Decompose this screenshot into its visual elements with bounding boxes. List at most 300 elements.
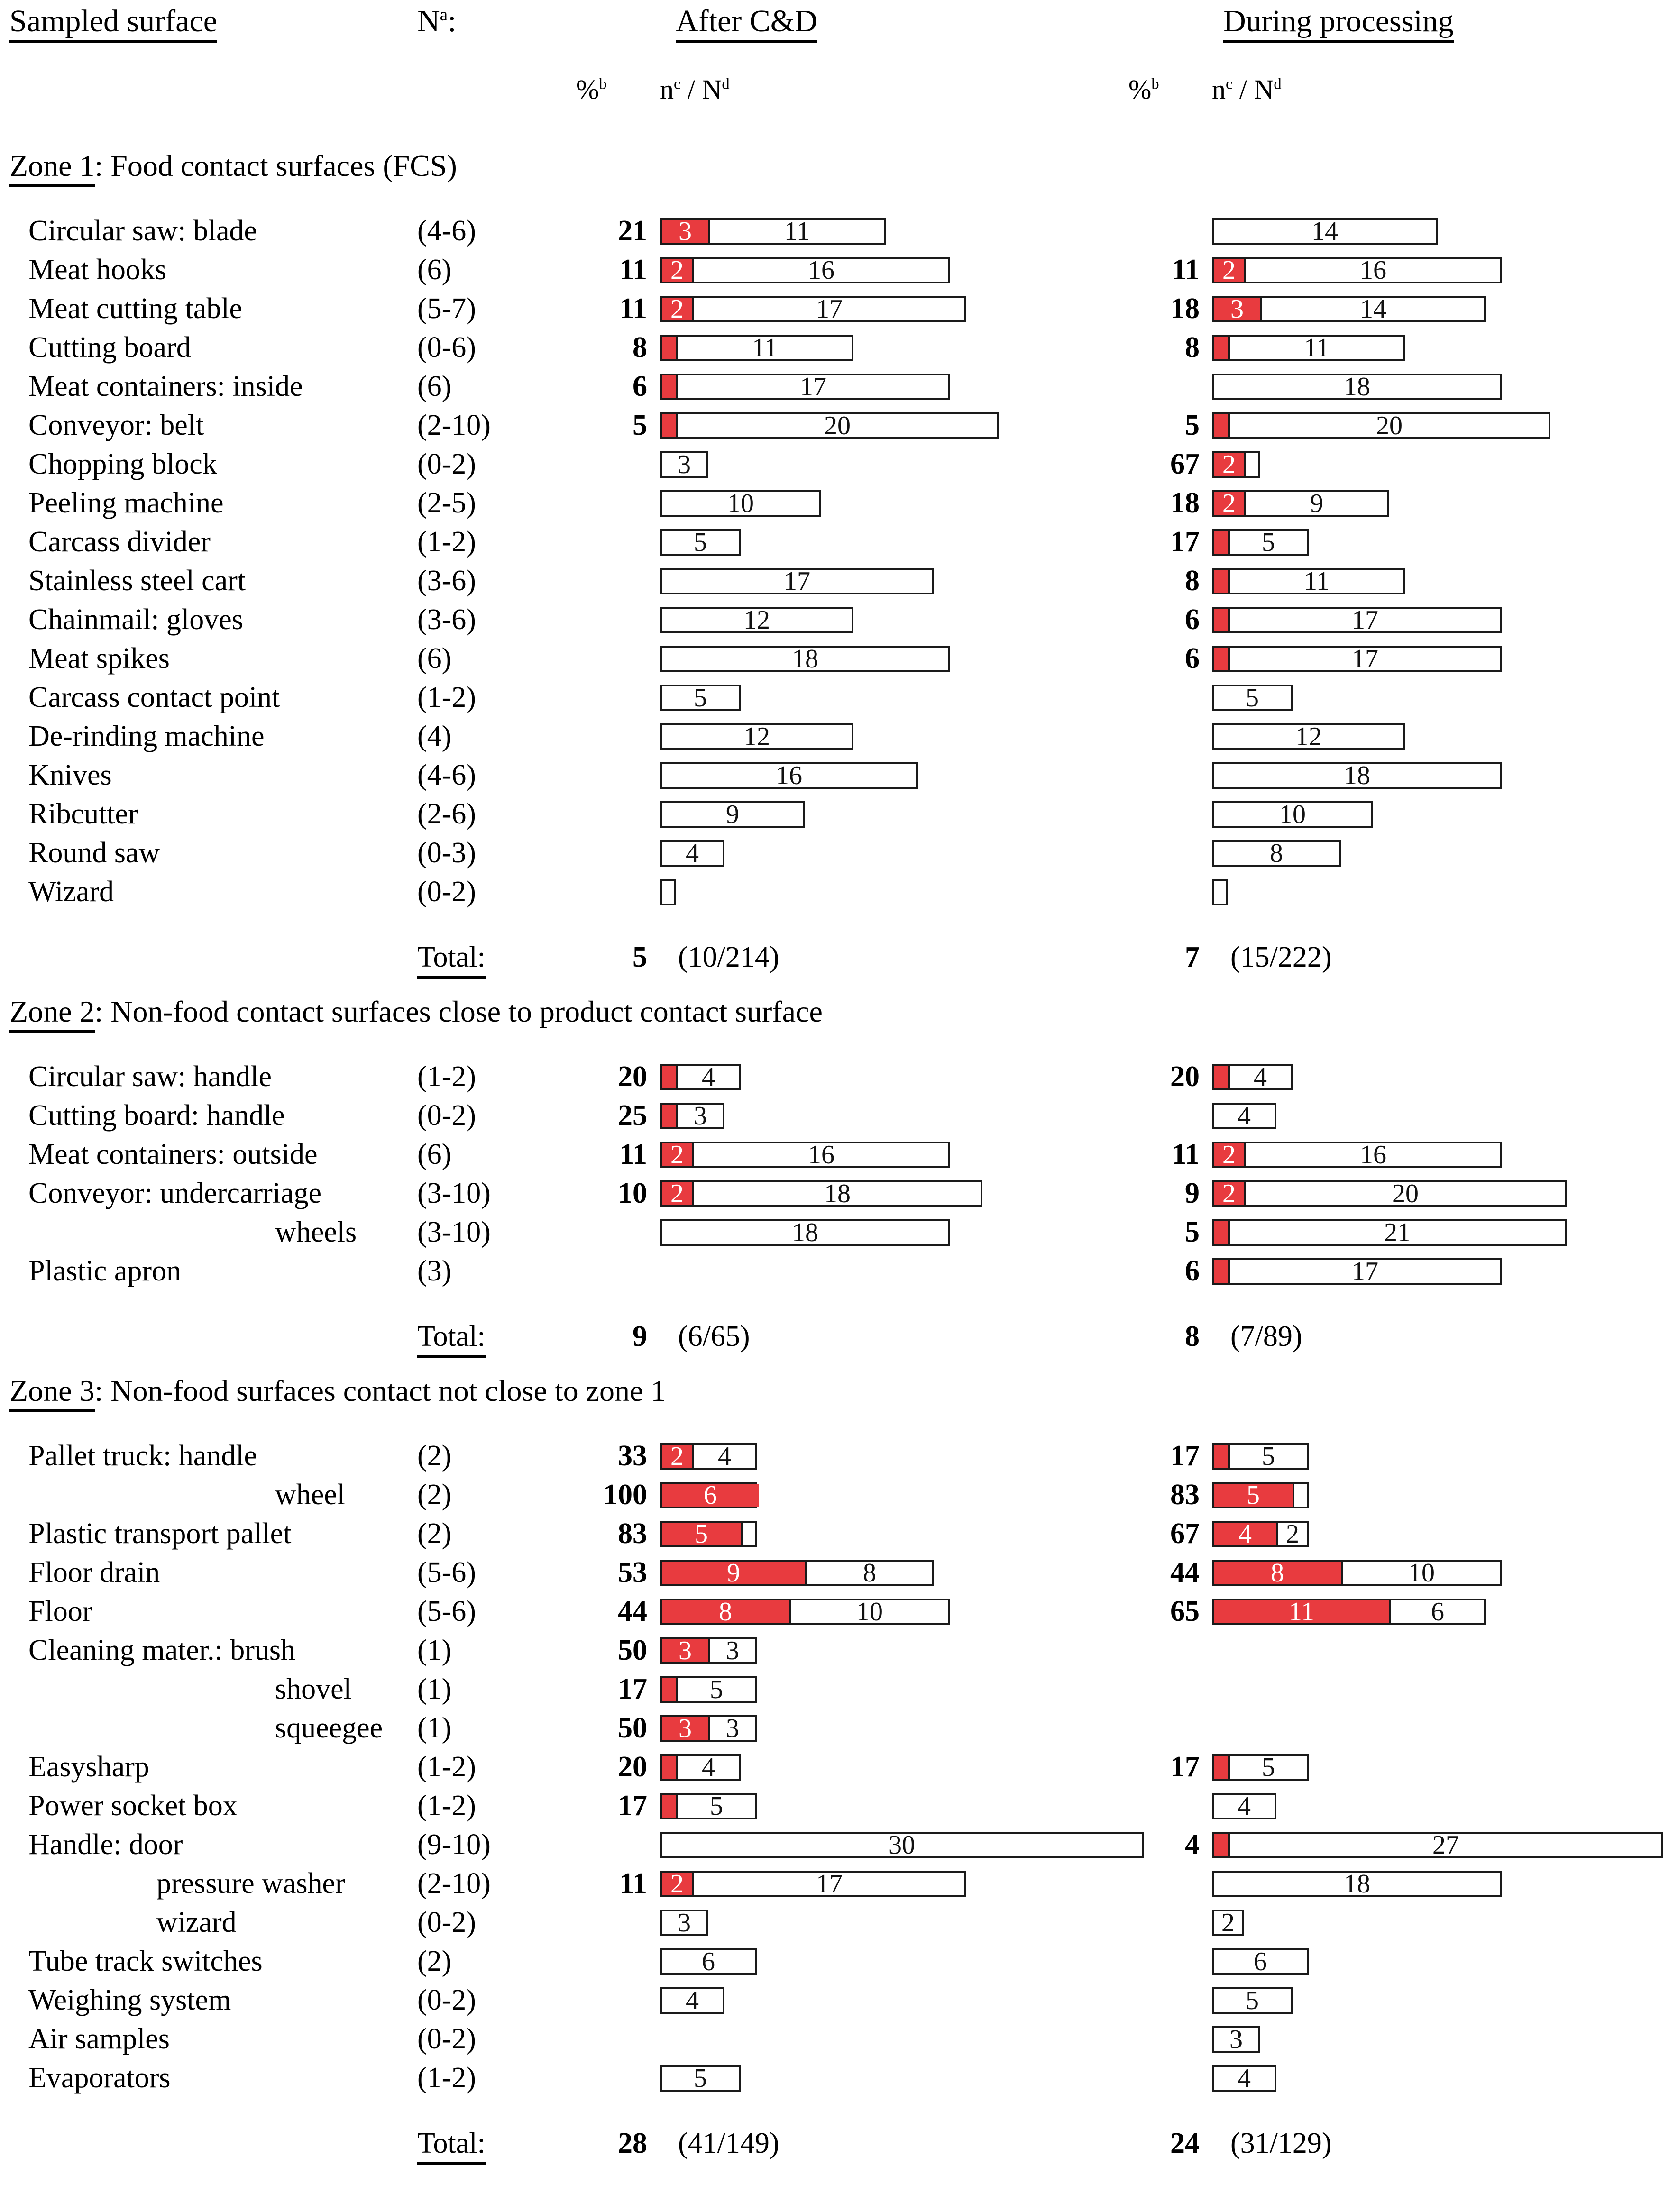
bar-after-cd-container bbox=[660, 1599, 950, 1625]
bar-after-cd-negative-segment: 3 bbox=[678, 1105, 723, 1127]
percent-superscript-b: b bbox=[1151, 75, 1159, 93]
surface-label: Conveyor: undercarriage bbox=[28, 1177, 322, 1209]
bar-after-cd bbox=[660, 374, 950, 400]
bar-during-processing bbox=[1212, 723, 1405, 750]
sample-count-n: (6) bbox=[417, 1138, 452, 1170]
ratio-slash-b: / N bbox=[1232, 74, 1274, 105]
bar-after-cd-container bbox=[660, 1871, 966, 1897]
bar-during-processing-negative-segment: 17 bbox=[1230, 1260, 1500, 1283]
bar-after-cd-positive-segment: 9 bbox=[662, 1562, 807, 1584]
surface-label: Cutting board: handle bbox=[28, 1099, 285, 1132]
bar-during-processing-container bbox=[1212, 218, 1438, 245]
total-row-zone3 bbox=[0, 2127, 1678, 2165]
bar-after-cd-negative-segment: 12 bbox=[662, 609, 852, 631]
bar-during-processing bbox=[1212, 374, 1502, 400]
surface-label: Circular saw: handle bbox=[28, 1060, 272, 1093]
bar-during-processing-negative-segment bbox=[1214, 881, 1226, 904]
sample-count-n: (3-10) bbox=[417, 1177, 491, 1209]
bar-after-cd-negative-segment: 9 bbox=[662, 803, 803, 826]
sample-count-n: (1) bbox=[417, 1634, 452, 1666]
percent-after-cd: 53 bbox=[618, 1556, 647, 1589]
percent-during-processing: 6 bbox=[1185, 1255, 1200, 1287]
bar-during-processing bbox=[1212, 568, 1405, 594]
bar-after-cd bbox=[660, 1599, 950, 1625]
bar-after-cd-container bbox=[660, 801, 805, 828]
bar-after-cd bbox=[660, 1637, 757, 1664]
table-row bbox=[0, 756, 1678, 795]
surface-label: Cleaning mater.: brush bbox=[28, 1634, 296, 1666]
percent-after-cd: 10 bbox=[618, 1177, 647, 1209]
bar-during-processing-container bbox=[1212, 1142, 1502, 1168]
percent-after-cd: 8 bbox=[633, 331, 647, 364]
bar-during-processing-negative-segment: 20 bbox=[1230, 414, 1549, 437]
bar-after-cd-container bbox=[660, 257, 950, 283]
bar-after-cd-container bbox=[660, 1521, 757, 1547]
header-n-colon: : bbox=[448, 4, 457, 38]
bar-after-cd-negative-segment: 5 bbox=[662, 2067, 739, 2090]
bar-during-processing bbox=[1212, 257, 1502, 283]
table-row bbox=[0, 1864, 1678, 1903]
bar-after-cd-container bbox=[660, 1754, 741, 1781]
percent-during-processing: 5 bbox=[1185, 409, 1200, 441]
bar-after-cd-container bbox=[660, 607, 853, 633]
sample-count-n: (2-10) bbox=[417, 409, 491, 441]
table-row bbox=[0, 1475, 1678, 1514]
bar-after-cd bbox=[660, 1715, 757, 1742]
bar-after-cd bbox=[660, 451, 708, 478]
ratio-N-superscript-a: d bbox=[722, 75, 730, 93]
bar-during-processing bbox=[1212, 607, 1502, 633]
bar-during-processing bbox=[1212, 1871, 1502, 1897]
surface-label: Handle: door bbox=[28, 1828, 183, 1861]
bar-after-cd-negative-segment: 16 bbox=[694, 259, 948, 282]
table-row bbox=[0, 1592, 1678, 1631]
bar-after-cd bbox=[660, 801, 805, 828]
bar-during-processing-container bbox=[1212, 723, 1405, 750]
bar-after-cd bbox=[660, 257, 950, 283]
percent-after-cd: 17 bbox=[618, 1790, 647, 1822]
bar-after-cd-positive-segment bbox=[662, 337, 678, 359]
bar-during-processing-container bbox=[1212, 1910, 1244, 1936]
table-row bbox=[0, 872, 1678, 911]
zone-title-rest: : Food contact surfaces (FCS) bbox=[94, 149, 457, 183]
bar-during-processing-negative-segment: 4 bbox=[1214, 1795, 1275, 1818]
surface-label: shovel bbox=[275, 1673, 352, 1705]
sample-count-n: (2) bbox=[417, 1440, 452, 1472]
percent-after-cd: 100 bbox=[603, 1479, 647, 1511]
bar-after-cd-negative-segment bbox=[743, 1523, 755, 1545]
bar-after-cd-positive-segment: 3 bbox=[662, 1717, 710, 1740]
total-percent-during-processing: 24 bbox=[1170, 2127, 1200, 2159]
sample-count-n: (1) bbox=[417, 1673, 452, 1705]
surface-label: Chainmail: gloves bbox=[28, 603, 243, 636]
bar-after-cd-negative-segment: 12 bbox=[662, 725, 852, 748]
bar-after-cd-container bbox=[660, 1180, 982, 1207]
bar-after-cd-positive-segment: 2 bbox=[662, 1445, 694, 1468]
table-row bbox=[0, 1631, 1678, 1670]
bar-during-processing-negative-segment: 11 bbox=[1230, 337, 1403, 359]
bar-during-processing-negative-segment: 18 bbox=[1214, 375, 1500, 398]
total-fraction-during-processing: (31/129) bbox=[1230, 2127, 1332, 2159]
bar-during-processing-negative-segment: 3 bbox=[1214, 2028, 1258, 2051]
bar-during-processing-container bbox=[1212, 1103, 1276, 1129]
surface-label: Evaporators bbox=[28, 2062, 171, 2094]
total-fraction-after-cd: (41/149) bbox=[678, 2127, 779, 2159]
bar-after-cd-container bbox=[660, 1910, 708, 1936]
bar-after-cd bbox=[660, 879, 676, 905]
bar-after-cd-container bbox=[660, 490, 821, 517]
surface-label: wizard bbox=[156, 1906, 237, 1938]
bar-during-processing-negative-segment: 14 bbox=[1262, 298, 1484, 320]
percent-during-processing: 11 bbox=[1172, 1138, 1200, 1170]
bar-during-processing bbox=[1212, 879, 1228, 905]
percent-after-cd: 5 bbox=[633, 409, 647, 441]
sample-count-n: (2-10) bbox=[417, 1867, 491, 1900]
bar-after-cd bbox=[660, 1676, 757, 1703]
bar-during-processing-negative-segment: 5 bbox=[1214, 686, 1291, 709]
table-row bbox=[0, 2058, 1678, 2097]
surface-label: Circular saw: blade bbox=[28, 215, 257, 247]
bar-during-processing bbox=[1212, 2065, 1276, 2092]
bar-during-processing-negative-segment: 5 bbox=[1230, 531, 1307, 554]
bar-after-cd-container bbox=[660, 1793, 757, 1819]
percent-during-processing: 8 bbox=[1185, 565, 1200, 597]
total-percent-after-cd: 28 bbox=[618, 2127, 647, 2159]
table-row bbox=[0, 211, 1678, 250]
sample-count-n: (1-2) bbox=[417, 526, 476, 558]
bar-during-processing-container bbox=[1212, 2026, 1260, 2053]
surface-label: wheel bbox=[275, 1479, 346, 1511]
bar-after-cd-container bbox=[660, 412, 999, 439]
total-label: Total: bbox=[417, 941, 486, 979]
surface-label: wheels bbox=[275, 1216, 357, 1248]
bar-after-cd bbox=[660, 1103, 724, 1129]
table-row bbox=[0, 406, 1678, 445]
bar-after-cd-container bbox=[660, 1443, 757, 1470]
bar-during-processing-negative-segment bbox=[1294, 1484, 1307, 1507]
sample-count-n: (5-6) bbox=[417, 1556, 476, 1589]
bar-after-cd-container bbox=[660, 218, 886, 245]
bar-during-processing-container bbox=[1212, 412, 1550, 439]
sample-count-n: (2) bbox=[417, 1517, 452, 1550]
sample-count-n: (3-6) bbox=[417, 565, 476, 597]
header-n-group bbox=[417, 6, 448, 37]
bar-after-cd bbox=[660, 1754, 741, 1781]
percent-during-processing: 44 bbox=[1170, 1556, 1200, 1589]
sample-count-n: (6) bbox=[417, 642, 452, 675]
bar-during-processing bbox=[1212, 1599, 1486, 1625]
sample-count-n: (0-6) bbox=[417, 331, 476, 364]
bar-during-processing-negative-segment bbox=[1246, 453, 1258, 476]
bar-after-cd-negative-segment: 18 bbox=[694, 1182, 981, 1205]
bar-during-processing bbox=[1212, 529, 1309, 556]
total-label: Total: bbox=[417, 2127, 486, 2165]
bar-after-cd-positive-segment: 5 bbox=[662, 1523, 743, 1545]
bar-after-cd-container bbox=[660, 1103, 724, 1129]
bar-during-processing-container bbox=[1212, 1871, 1502, 1897]
bar-after-cd bbox=[660, 296, 966, 322]
bar-after-cd-negative-segment: 8 bbox=[807, 1562, 932, 1584]
bar-after-cd-negative-segment: 3 bbox=[662, 1911, 706, 1934]
bar-during-processing bbox=[1212, 1987, 1293, 2014]
table-row bbox=[0, 522, 1678, 561]
surface-label: Plastic transport pallet bbox=[28, 1517, 292, 1550]
surface-label: Floor drain bbox=[28, 1556, 160, 1589]
zone-title-zone1 bbox=[9, 151, 457, 181]
bar-after-cd-container bbox=[660, 1715, 757, 1742]
sample-count-n: (5-6) bbox=[417, 1595, 476, 1627]
table-row bbox=[0, 1135, 1678, 1174]
bar-during-processing-container bbox=[1212, 762, 1502, 789]
table-row bbox=[0, 600, 1678, 639]
bar-during-processing-positive-segment: 11 bbox=[1214, 1600, 1391, 1623]
sample-count-n: (2-6) bbox=[417, 798, 476, 830]
bar-after-cd-container bbox=[660, 1948, 757, 1975]
bar-during-processing-negative-segment: 4 bbox=[1214, 2067, 1275, 2090]
bar-during-processing-container bbox=[1212, 374, 1502, 400]
surface-label: Peeling machine bbox=[28, 487, 224, 519]
surface-label: Meat hooks bbox=[28, 254, 167, 286]
zone-title-underlined: Zone 3 bbox=[9, 1374, 95, 1412]
surface-label: De-rinding machine bbox=[28, 720, 265, 752]
bar-during-processing bbox=[1212, 490, 1389, 517]
bar-during-processing bbox=[1212, 1064, 1293, 1090]
table-row bbox=[0, 1096, 1678, 1135]
bar-after-cd-container bbox=[660, 1482, 757, 1508]
bar-during-processing bbox=[1212, 1754, 1309, 1781]
bar-during-processing bbox=[1212, 646, 1502, 672]
bar-during-processing-container bbox=[1212, 529, 1309, 556]
bar-during-processing-negative-segment: 16 bbox=[1246, 259, 1500, 282]
table-row bbox=[0, 717, 1678, 756]
table-row bbox=[0, 678, 1678, 717]
bar-during-processing-negative-segment: 14 bbox=[1214, 220, 1436, 243]
bar-after-cd bbox=[660, 1560, 934, 1586]
bar-after-cd-container bbox=[660, 1832, 1144, 1858]
surface-label: Easysharp bbox=[28, 1751, 149, 1783]
table-row bbox=[0, 1174, 1678, 1213]
bar-during-processing-negative-segment: 5 bbox=[1230, 1756, 1307, 1779]
bar-during-processing-negative-segment: 2 bbox=[1214, 1911, 1242, 1934]
surface-label: Cutting board bbox=[28, 331, 191, 364]
percent-during-processing: 8 bbox=[1185, 331, 1200, 364]
bar-during-processing-negative-segment: 9 bbox=[1246, 492, 1387, 515]
bar-after-cd bbox=[660, 490, 821, 517]
bar-after-cd-positive-segment bbox=[662, 375, 678, 398]
percent-during-processing: 67 bbox=[1170, 448, 1200, 480]
sample-count-n: (2-5) bbox=[417, 487, 476, 519]
surface-label: Conveyor: belt bbox=[28, 409, 204, 441]
bar-after-cd-negative-segment: 4 bbox=[694, 1445, 755, 1468]
bar-during-processing bbox=[1212, 1258, 1502, 1285]
bar-during-processing-container bbox=[1212, 1180, 1567, 1207]
bar-during-processing bbox=[1212, 451, 1260, 478]
sample-count-n: (9-10) bbox=[417, 1828, 491, 1861]
bar-during-processing-negative-segment: 17 bbox=[1230, 609, 1500, 631]
bar-after-cd-negative-segment: 3 bbox=[662, 453, 706, 476]
bar-after-cd-negative-segment: 3 bbox=[710, 1717, 755, 1740]
table-row bbox=[0, 1553, 1678, 1592]
bar-after-cd-positive-segment bbox=[662, 1066, 678, 1088]
surface-label: Tube track switches bbox=[28, 1945, 263, 1977]
bar-after-cd bbox=[660, 1064, 741, 1090]
percent-during-processing: 6 bbox=[1185, 642, 1200, 675]
percent-symbol-b: % bbox=[1128, 74, 1152, 105]
bar-after-cd bbox=[660, 1987, 724, 2014]
bar-during-processing-container bbox=[1212, 1793, 1276, 1819]
percent-symbol-a: % bbox=[576, 74, 599, 105]
header-sampled-surface-text: Sampled surface bbox=[9, 4, 217, 38]
table-row bbox=[0, 1213, 1678, 1252]
percent-after-cd: 11 bbox=[619, 1138, 647, 1170]
table-row bbox=[0, 445, 1678, 484]
bar-during-processing-negative-segment: 17 bbox=[1230, 648, 1500, 670]
sample-count-n: (1) bbox=[417, 1712, 452, 1744]
bar-during-processing-negative-segment: 6 bbox=[1214, 1950, 1307, 1973]
bar-after-cd-container bbox=[660, 1676, 757, 1703]
bar-after-cd bbox=[660, 723, 853, 750]
bar-after-cd-positive-segment: 3 bbox=[662, 1639, 710, 1662]
sample-count-n: (6) bbox=[417, 254, 452, 286]
bar-after-cd-negative-segment: 18 bbox=[662, 648, 948, 670]
bar-during-processing-container bbox=[1212, 257, 1502, 283]
zone-title-underlined: Zone 2 bbox=[9, 995, 95, 1033]
percent-during-processing: 20 bbox=[1170, 1060, 1200, 1093]
table-row bbox=[0, 1252, 1678, 1290]
percent-during-processing: 11 bbox=[1172, 254, 1200, 286]
bar-after-cd-negative-segment: 11 bbox=[710, 220, 884, 243]
column-header-sampled-surface bbox=[9, 6, 217, 43]
bar-after-cd-container bbox=[660, 568, 934, 594]
bar-during-processing bbox=[1212, 335, 1405, 361]
sample-count-n: (0-3) bbox=[417, 837, 476, 869]
bar-during-processing-negative-segment: 11 bbox=[1230, 570, 1403, 593]
bar-during-processing-positive-segment: 2 bbox=[1214, 1182, 1246, 1205]
bar-during-processing bbox=[1212, 296, 1486, 322]
table-row bbox=[0, 1942, 1678, 1981]
bar-during-processing-positive-segment bbox=[1214, 1221, 1230, 1244]
bar-during-processing-positive-segment: 4 bbox=[1214, 1523, 1278, 1545]
percent-during-processing: 5 bbox=[1185, 1216, 1200, 1248]
bar-after-cd bbox=[660, 685, 741, 711]
bar-during-processing bbox=[1212, 801, 1373, 828]
bar-during-processing-positive-segment: 2 bbox=[1214, 453, 1246, 476]
bar-after-cd-container bbox=[660, 879, 676, 905]
total-fraction-after-cd: (6/65) bbox=[678, 1320, 750, 1353]
surface-label: Meat containers: inside bbox=[28, 370, 303, 402]
bar-after-cd bbox=[660, 1793, 757, 1819]
surface-label: Ribcutter bbox=[28, 798, 138, 830]
percent-during-processing: 18 bbox=[1170, 292, 1200, 325]
bar-after-cd-negative-segment: 3 bbox=[710, 1639, 755, 1662]
bar-after-cd-container bbox=[660, 374, 950, 400]
bar-after-cd bbox=[660, 1142, 950, 1168]
sample-count-n: (4-6) bbox=[417, 759, 476, 791]
table-row bbox=[0, 250, 1678, 289]
subheader-ratio-a bbox=[660, 76, 730, 103]
bar-during-processing bbox=[1212, 1521, 1309, 1547]
bar-during-processing-container bbox=[1212, 1832, 1663, 1858]
bar-during-processing-container bbox=[1212, 490, 1389, 517]
bar-during-processing-positive-segment bbox=[1214, 414, 1230, 437]
sample-count-n: (1-2) bbox=[417, 1060, 476, 1093]
percent-after-cd: 50 bbox=[618, 1712, 647, 1744]
table-row bbox=[0, 561, 1678, 600]
bar-after-cd bbox=[660, 1180, 982, 1207]
sample-count-n: (5-7) bbox=[417, 292, 476, 325]
subheader-percent-a bbox=[576, 76, 607, 103]
bar-during-processing-container bbox=[1212, 1754, 1309, 1781]
bar-after-cd-negative-segment: 30 bbox=[662, 1834, 1142, 1856]
percent-during-processing: 83 bbox=[1170, 1479, 1200, 1511]
column-header-during-processing bbox=[1223, 6, 1454, 43]
bar-during-processing-positive-segment: 5 bbox=[1214, 1484, 1294, 1507]
bar-during-processing-container bbox=[1212, 335, 1405, 361]
percent-during-processing: 18 bbox=[1170, 487, 1200, 519]
ratio-n-superscript-a: c bbox=[674, 75, 681, 93]
bar-during-processing bbox=[1212, 1948, 1309, 1975]
bar-during-processing-container bbox=[1212, 2065, 1276, 2092]
bar-after-cd-negative-segment: 17 bbox=[678, 375, 948, 398]
sample-count-n: (0-2) bbox=[417, 876, 476, 908]
bar-after-cd-negative-segment: 16 bbox=[694, 1143, 948, 1166]
bar-after-cd bbox=[660, 1948, 757, 1975]
surface-label: Meat containers: outside bbox=[28, 1138, 318, 1170]
percent-after-cd: 11 bbox=[619, 1867, 647, 1900]
zone-title-rest: : Non-food surfaces contact not close to zone 1 bbox=[94, 1374, 666, 1408]
zone-title-underlined: Zone 1 bbox=[9, 149, 95, 187]
bar-during-processing-positive-segment bbox=[1214, 1834, 1230, 1856]
sample-count-n: (2) bbox=[417, 1945, 452, 1977]
surface-label: Meat cutting table bbox=[28, 292, 243, 325]
percent-after-cd: 17 bbox=[618, 1673, 647, 1705]
bar-during-processing bbox=[1212, 1482, 1309, 1508]
bar-after-cd-positive-segment: 2 bbox=[662, 298, 694, 320]
total-percent-after-cd: 9 bbox=[633, 1320, 647, 1353]
bar-during-processing-container bbox=[1212, 1560, 1502, 1586]
surface-label: Round saw bbox=[28, 837, 160, 869]
sample-count-n: (1-2) bbox=[417, 681, 476, 713]
bar-during-processing-negative-segment: 27 bbox=[1230, 1834, 1661, 1856]
bar-during-processing-positive-segment bbox=[1214, 1066, 1230, 1088]
zone-title-zone3 bbox=[9, 1376, 666, 1406]
bar-after-cd-container bbox=[660, 685, 741, 711]
subheader-percent-b bbox=[1128, 76, 1159, 103]
total-label: Total: bbox=[417, 1320, 486, 1358]
bar-during-processing-negative-segment: 20 bbox=[1246, 1182, 1565, 1205]
percent-after-cd: 11 bbox=[619, 292, 647, 325]
surface-label: pressure washer bbox=[156, 1867, 345, 1900]
bar-after-cd bbox=[660, 1871, 966, 1897]
bar-during-processing-positive-segment bbox=[1214, 609, 1230, 631]
bar-after-cd-container bbox=[660, 723, 853, 750]
bar-after-cd-negative-segment: 17 bbox=[694, 298, 964, 320]
bar-during-processing-container bbox=[1212, 1219, 1567, 1246]
bar-after-cd-negative-segment: 5 bbox=[662, 686, 739, 709]
table-row bbox=[0, 484, 1678, 522]
bar-after-cd-positive-segment: 2 bbox=[662, 1182, 694, 1205]
bar-after-cd bbox=[660, 646, 950, 672]
surface-label: Power socket box bbox=[28, 1790, 238, 1822]
bar-after-cd bbox=[660, 1443, 757, 1470]
percent-after-cd: 83 bbox=[618, 1517, 647, 1550]
total-percent-during-processing: 7 bbox=[1185, 941, 1200, 973]
table-row bbox=[0, 1514, 1678, 1553]
percent-superscript-a: b bbox=[599, 75, 607, 93]
bar-during-processing-container bbox=[1212, 607, 1502, 633]
bar-after-cd-container bbox=[660, 762, 918, 789]
surface-label: squeegee bbox=[275, 1712, 383, 1744]
